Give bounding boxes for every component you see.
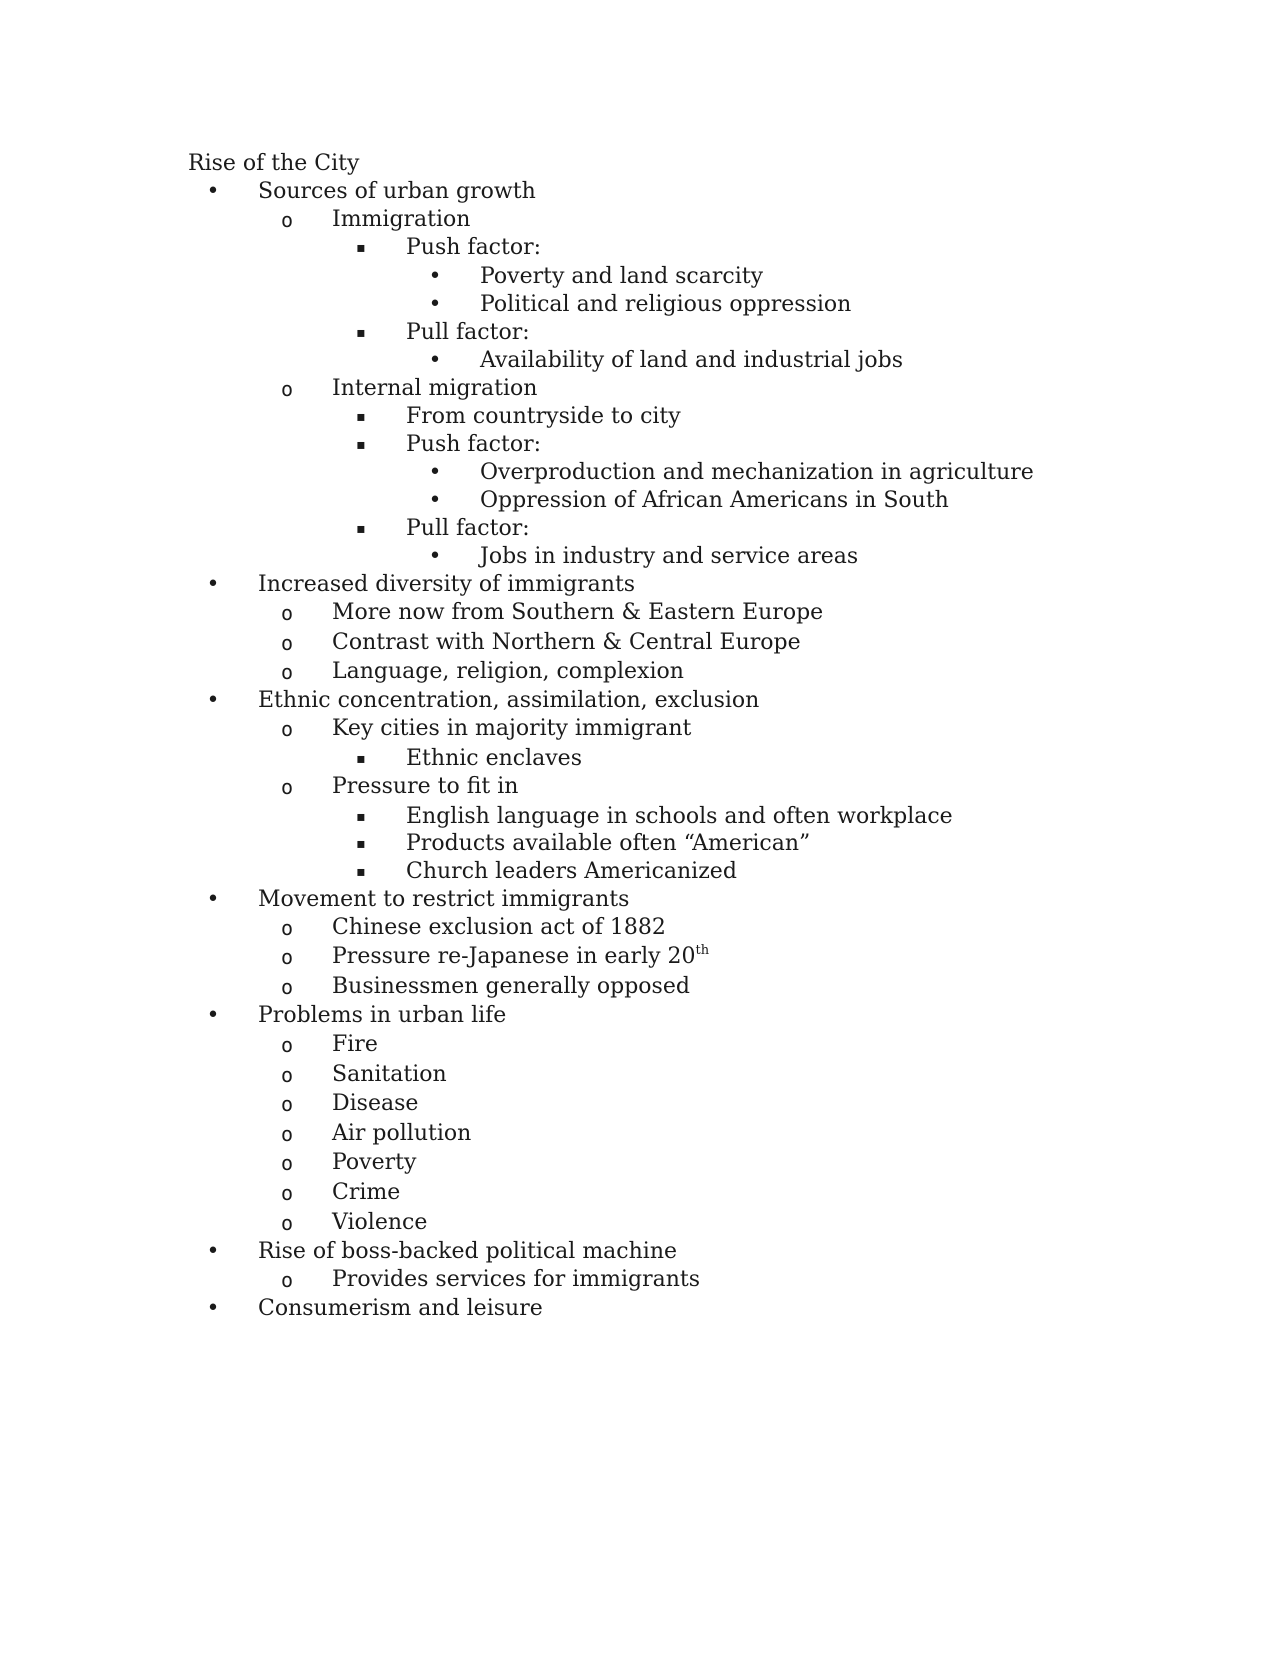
outline-item-label: Rise of boss-backed political machine [258, 1239, 678, 1264]
outline-item-label: English language in schools and often workplace [406, 804, 953, 829]
outline-item-label: From countryside to city [406, 404, 681, 429]
bullet-circle-icon: o [280, 975, 294, 999]
outline-item-text [332, 914, 666, 942]
outline-item-label: Push factor: [406, 235, 542, 260]
bullet-square-icon: ▪ [356, 864, 366, 880]
outline-item-label: Violence [332, 1210, 428, 1235]
document-title: Rise of the City [188, 151, 360, 176]
bullet-circle-icon: o [280, 631, 294, 655]
outline-item-label: Internal migration [332, 376, 538, 401]
outline-item-text [406, 515, 530, 543]
bullet-circle-icon: o [280, 1268, 294, 1292]
bullet-disc-icon: • [428, 460, 442, 485]
outline-item-label: Pull factor: [406, 516, 530, 541]
bullet-circle-icon: o [280, 775, 294, 799]
outline-item-label: Air pollution [332, 1121, 472, 1146]
outline-item-text [406, 745, 582, 773]
bullet-disc-icon: • [428, 292, 442, 317]
outline-item-label: Availability of land and industrial jobs [480, 348, 904, 373]
outline-item-text [480, 543, 858, 571]
bullet-disc-icon: • [206, 572, 220, 597]
bullet-circle-icon: o [280, 208, 294, 232]
outline-item-text [332, 599, 823, 627]
outline-item-label: Key cities in majority immigrant [332, 716, 692, 741]
bullet-square-icon: ▪ [356, 521, 366, 537]
outline-item-label: Sources of urban growth [258, 179, 536, 204]
outline-item-label: Sanitation [332, 1062, 447, 1087]
bullet-disc-icon: • [428, 264, 442, 289]
outline-item-text [258, 886, 629, 914]
outline-item-label: Contrast with Northern & Central Europe [332, 630, 801, 655]
outline-item-text [480, 291, 851, 319]
outline-item-text [480, 487, 949, 515]
bullet-disc-icon: • [206, 1239, 220, 1264]
bullet-disc-icon: • [206, 887, 220, 912]
outline-item-text [258, 178, 536, 206]
outline-item-text [332, 773, 518, 801]
outline-item-text [480, 347, 903, 375]
outline-item-label: Language, religion, complexion [332, 659, 684, 684]
bullet-disc-icon: • [428, 348, 442, 373]
outline-item-text [332, 658, 684, 686]
outline-item-text [406, 431, 541, 459]
outline-item-text [332, 1209, 427, 1237]
outline-item-text [406, 830, 810, 858]
bullet-circle-icon: o [280, 1033, 294, 1057]
outline-item-label: Increased diversity of immigrants [258, 572, 636, 597]
bullet-disc-icon: • [428, 488, 442, 513]
outline-item-label: Businessmen generally opposed [332, 974, 690, 999]
bullet-circle-icon: o [280, 1181, 294, 1205]
outline-item-text [406, 234, 541, 262]
bullet-circle-icon: o [280, 1211, 294, 1235]
outline-item-label: Pressure re-Japanese in early 20 [332, 944, 696, 969]
bullet-disc-icon: • [428, 544, 442, 569]
outline-item-label: Chinese exclusion act of 1882 [332, 915, 666, 940]
outline-item-text [406, 319, 530, 347]
outline-item-label: Consumerism and leisure [258, 1296, 543, 1321]
outline-item-label: Overproduction and mechanization in agriculture [480, 460, 1034, 485]
outline-item-text [406, 858, 737, 886]
outline-item-label: Crime [332, 1180, 401, 1205]
outline-item-label: Church leaders Americanized [406, 859, 737, 884]
outline-item-text [258, 571, 635, 599]
outline-item-label: Push factor: [406, 432, 542, 457]
bullet-circle-icon: o [280, 1122, 294, 1146]
outline-item-text [258, 1002, 506, 1030]
bullet-circle-icon: o [280, 601, 294, 625]
superscript: th [695, 943, 710, 958]
outline-item-text [332, 1266, 700, 1294]
outline-item-text [332, 715, 691, 743]
bullet-square-icon: ▪ [356, 325, 366, 341]
bullet-circle-icon: o [280, 660, 294, 684]
outline-item-label: Disease [332, 1091, 419, 1116]
outline-item-label: Provides services for immigrants [332, 1267, 701, 1292]
bullet-square-icon: ▪ [356, 809, 366, 825]
outline-item-label: Ethnic enclaves [406, 746, 582, 771]
outline-item-text [332, 943, 709, 971]
outline-item-text [332, 1090, 418, 1118]
bullet-circle-icon: o [280, 1092, 294, 1116]
outline-item-text [332, 973, 690, 1001]
bullet-disc-icon: • [206, 688, 220, 713]
outline-item-label: Jobs in industry and service areas [480, 544, 859, 569]
bullet-disc-icon: • [206, 1296, 220, 1321]
outline-item-text [406, 803, 953, 831]
outline-item-text [258, 687, 759, 715]
outline-item-text [480, 459, 1034, 487]
bullet-circle-icon: o [280, 945, 294, 969]
bullet-square-icon: ▪ [356, 751, 366, 767]
outline-item-text [332, 1031, 378, 1059]
outline-item-text [332, 1120, 471, 1148]
outline-item-text [406, 403, 681, 431]
bullet-circle-icon: o [280, 377, 294, 401]
outline-item-label: Ethnic concentration, assimilation, exclusion [258, 688, 760, 713]
bullet-disc-icon: • [206, 1003, 220, 1028]
outline-item-label: Pull factor: [406, 320, 530, 345]
outline-item-text [258, 1238, 677, 1266]
outline-item-label: Oppression of African Americans in South [480, 488, 949, 513]
outline-item-label: Poverty [332, 1150, 417, 1175]
outline-item-text [332, 629, 801, 657]
bullet-square-icon: ▪ [356, 437, 366, 453]
bullet-circle-icon: o [280, 1151, 294, 1175]
outline-item-text [258, 1295, 543, 1323]
outline-item-label: Pressure to fit in [332, 774, 519, 799]
bullet-circle-icon: o [280, 717, 294, 741]
bullet-circle-icon: o [280, 1063, 294, 1087]
outline-item-label: Problems in urban life [258, 1003, 507, 1028]
bullet-square-icon: ▪ [356, 409, 366, 425]
outline-item-label: More now from Southern & Eastern Europe [332, 600, 824, 625]
outline-item-text [332, 1061, 447, 1089]
bullet-circle-icon: o [280, 916, 294, 940]
outline-item-label: Poverty and land scarcity [480, 264, 764, 289]
outline-item-label: Immigration [332, 207, 471, 232]
outline-item-label: Fire [332, 1032, 378, 1057]
outline-item-label: Political and religious oppression [480, 292, 852, 317]
outline-item-text [332, 375, 537, 403]
outline-item-text [332, 1179, 400, 1207]
outline-item-label: Products available often “American” [406, 831, 811, 856]
bullet-square-icon: ▪ [356, 836, 366, 852]
outline-item-text [332, 1149, 416, 1177]
outline-item-text [480, 263, 763, 291]
outline-item-label: Movement to restrict immigrants [258, 887, 630, 912]
bullet-disc-icon: • [206, 179, 220, 204]
bullet-square-icon: ▪ [356, 240, 366, 256]
outline-item-text [332, 206, 470, 234]
